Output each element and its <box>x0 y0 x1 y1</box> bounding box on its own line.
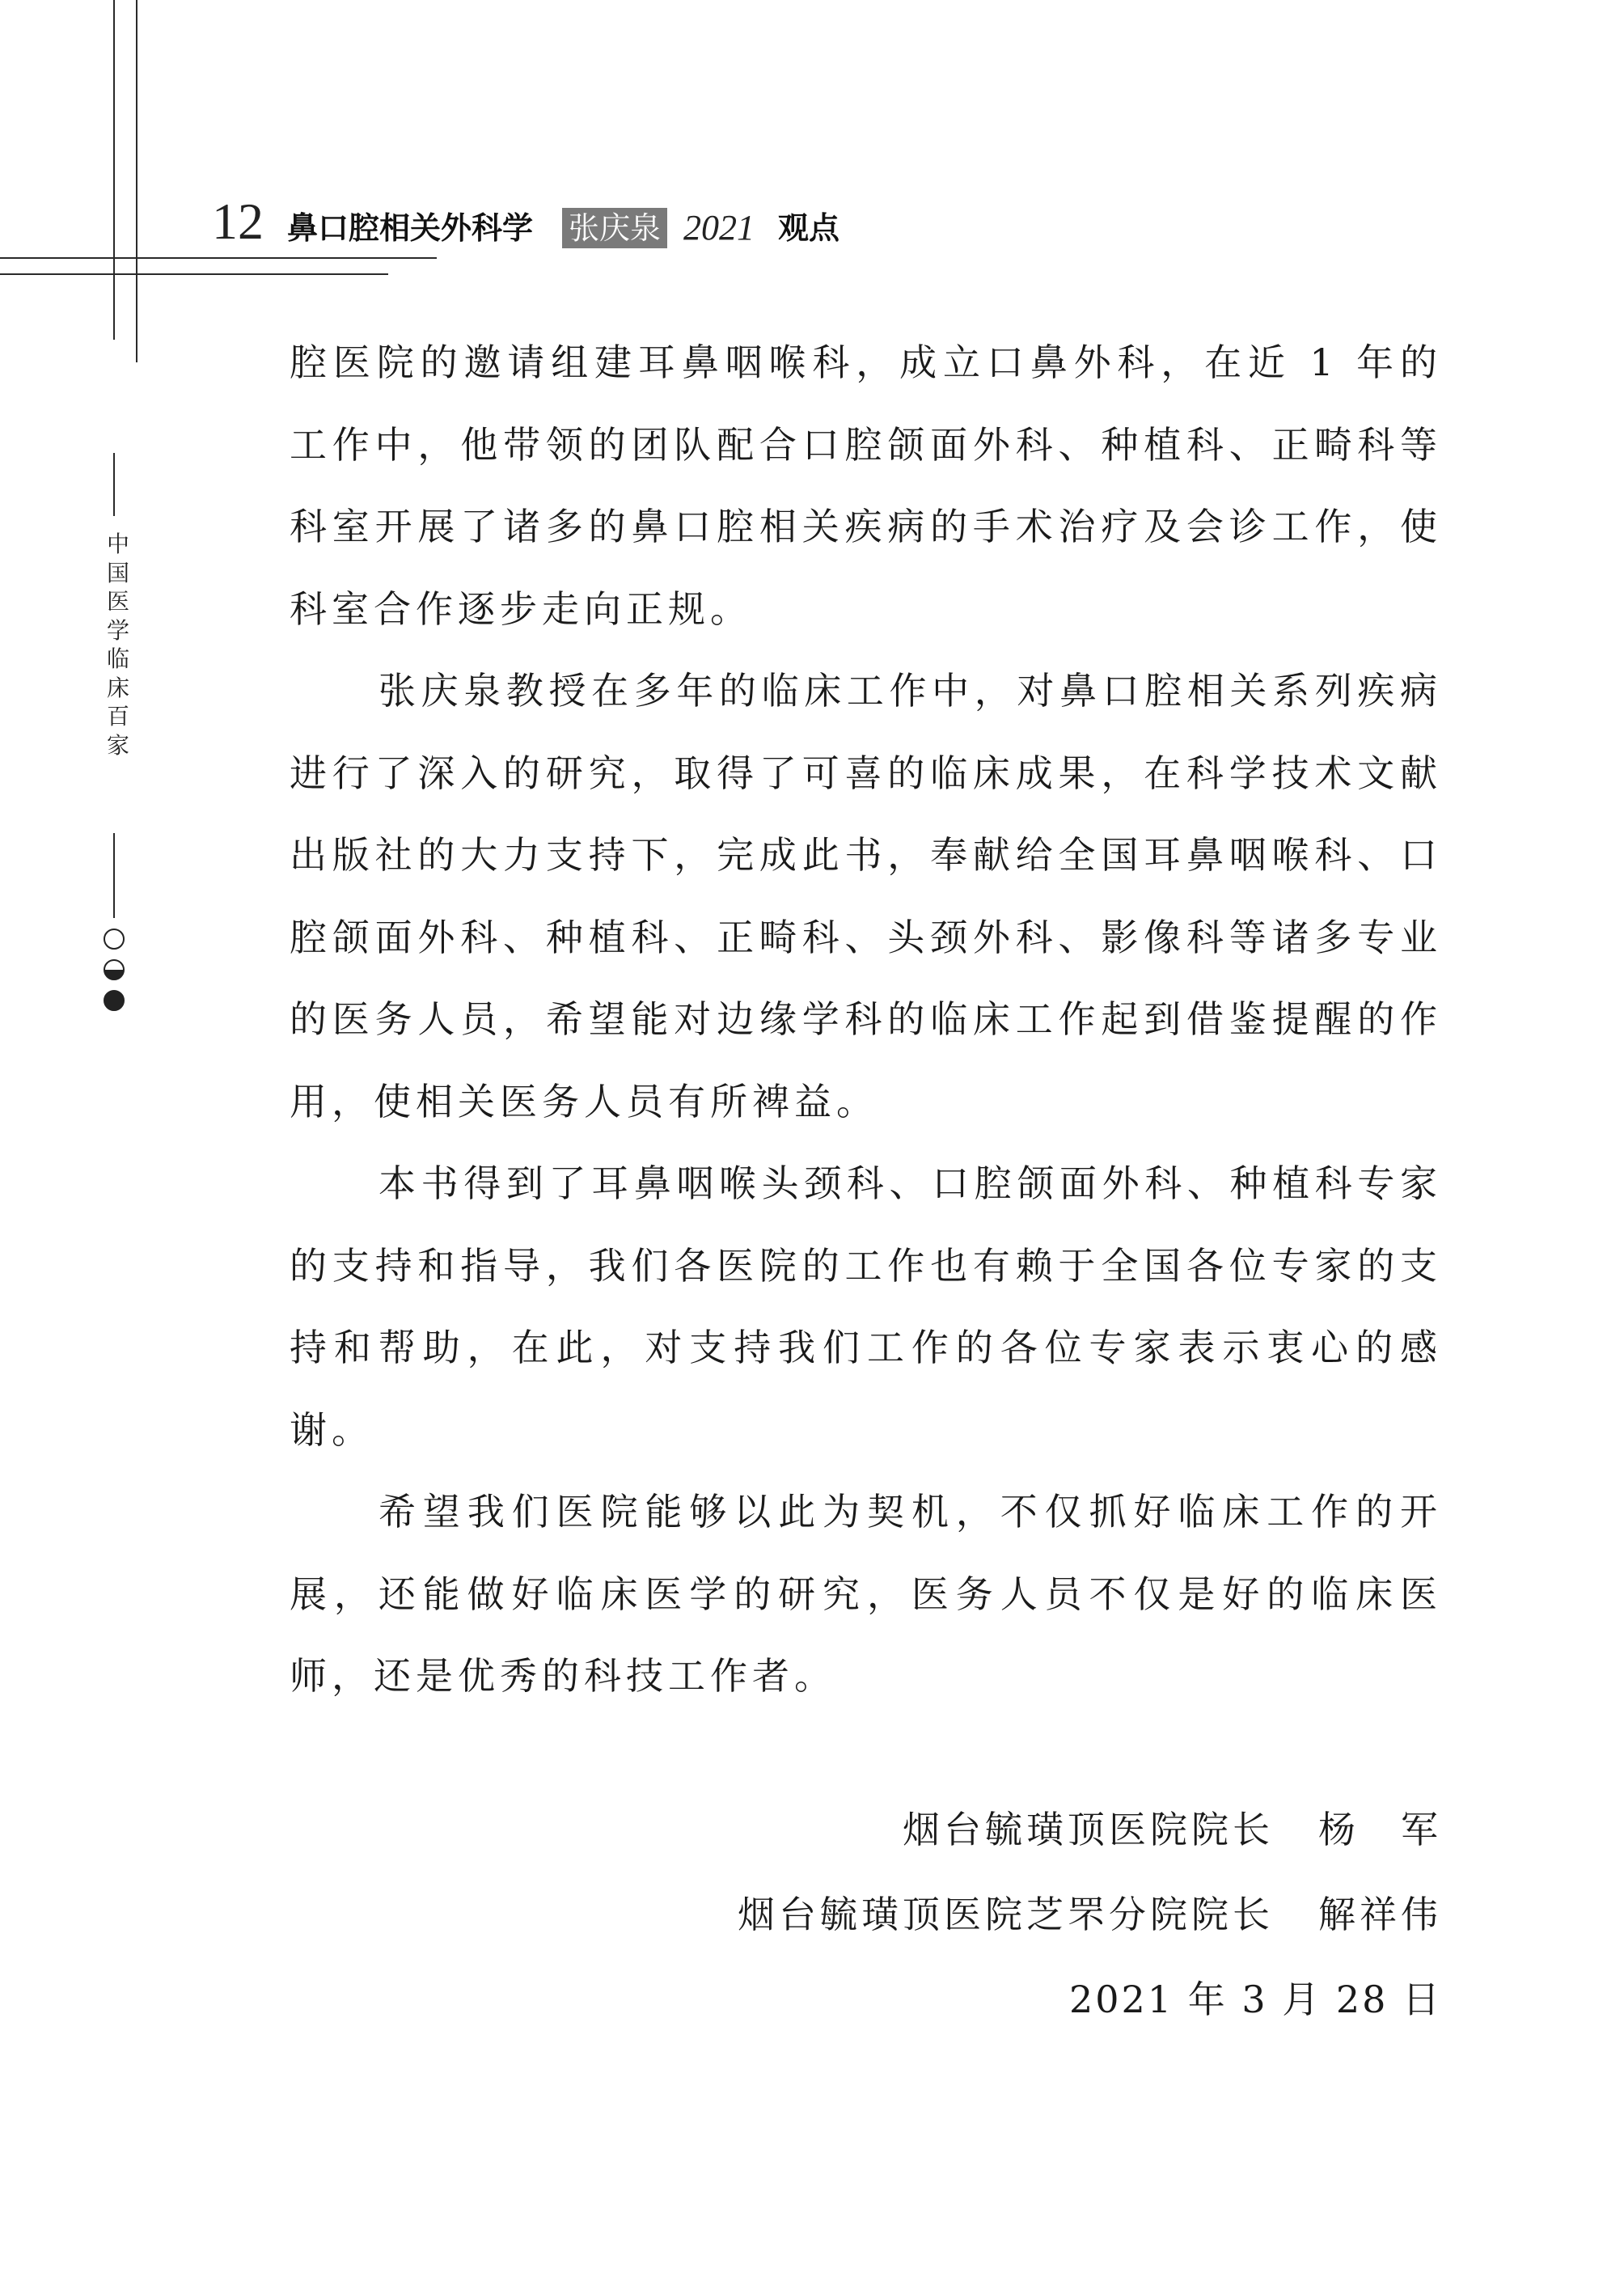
paragraph: 希望我们医院能够以此为契机，不仅抓好临床工作的开展，还能做好临床医学的研究，医务人员不仅是好的临床医师，还是优秀的科技工作者。 <box>290 1490 1442 1698</box>
year-label: 2021 <box>683 208 755 247</box>
signature-line-1 <box>903 1805 1442 1854</box>
sidebar-rule-top <box>113 453 115 516</box>
filled-circle-icon <box>104 990 125 1011</box>
header-underline <box>0 257 437 259</box>
header-rule-left <box>0 273 388 275</box>
vertical-rule-right <box>136 0 137 362</box>
paragraph: 本书得到了耳鼻咽喉头颈科、口腔颌面外科、种植科专家的支持和指导，我们各医院的工作也有赖于全国各位专家的支持和帮助，在此，对支持我们工作的各位专家表示衷心的感谢。 <box>290 1161 1442 1452</box>
paragraph: 张庆泉教授在多年的临床工作中，对鼻口腔相关系列疾病进行了深入的研究，取得了可喜的临床成果，在科学技术文献出版社的大力支持下，完成此书，奉献给全国耳鼻咽喉科、口腔颌面外科、种植科、正畸科、头颈外科、影像科等诸多专业的医务人员，希望能对边缘学科的临床工作起到借鉴提醒的作用，使相关医务人员有所裨益。 <box>290 669 1442 1123</box>
series-label: 中国医学临床百家 <box>106 531 129 759</box>
signature-name-1: 杨 军 <box>1318 1808 1442 1851</box>
body-text <box>290 322 1442 1718</box>
page-number: 12 <box>212 192 264 250</box>
paragraph: 腔医院的邀请组建耳鼻咽喉科，成立口鼻外科，在近 1 年的工作中，他带领的团队配合口腔颌面外科、种植科、正畸科等科室开展了诸多的鼻口腔相关疾病的手术治疗及会诊工作，使科室合作逐步走向正规。 <box>290 341 1442 631</box>
half-circle-icon <box>104 959 125 980</box>
signature-line-2 <box>738 1890 1442 1939</box>
book-title: 鼻口腔相关外科学 <box>287 210 534 246</box>
signature-title-2: 烟台毓璜顶医院芝罘分院院长 <box>738 1893 1274 1936</box>
viewpoint-label: 观点 <box>778 210 840 246</box>
vertical-rule-left <box>113 0 115 340</box>
signature-title-1: 烟台毓璜顶医院院长 <box>903 1808 1274 1851</box>
signature-date: 2021 年 3 月 28 日 <box>1069 1978 1442 2021</box>
author-badge: 张庆泉 <box>562 208 667 248</box>
sidebar-rule-bottom <box>113 833 115 918</box>
signature-name-2: 解祥伟 <box>1318 1893 1442 1936</box>
empty-circle-icon <box>104 929 125 950</box>
